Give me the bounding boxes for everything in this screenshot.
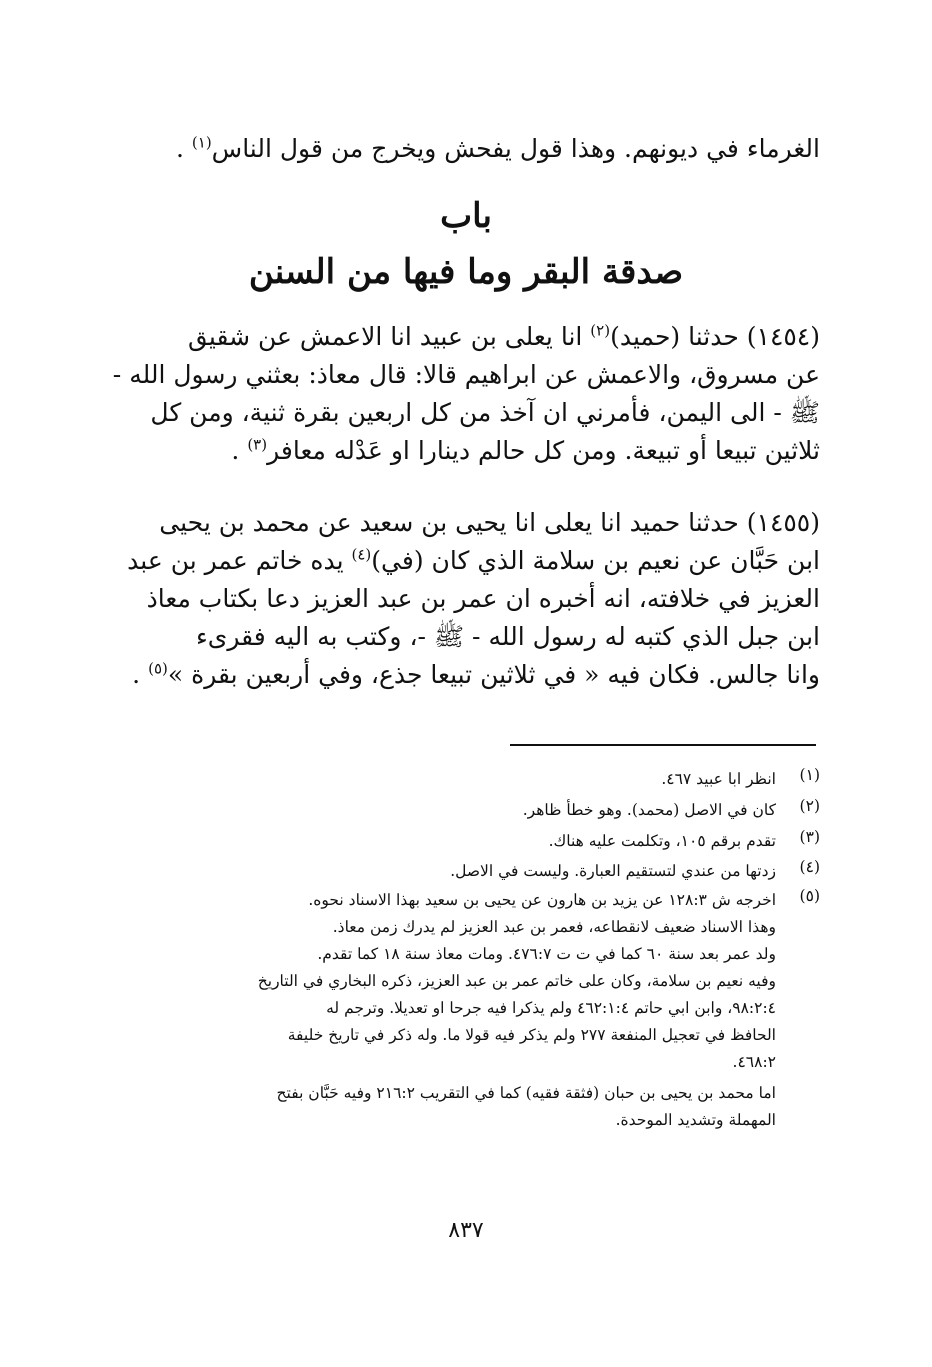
footnote-3 [148, 828, 820, 858]
footnote-2 [148, 797, 820, 828]
hadith-1455-text: يده خاتم عمر بن عبد [127, 546, 352, 575]
page-number: ٨٣٧ [448, 1218, 484, 1243]
continuation-paragraph [148, 130, 820, 168]
footnote-line: اخرجه ش ١٢٨:٣ عن يزيد بن هارون عن يحيى بن سعيد بهذا الاسناد نحوه. [308, 891, 776, 909]
hadith-1455-line-4: ابن جبل الذي كتبه له رسول الله - ﷺ -، وكتب به اليه فقرىء [196, 622, 820, 651]
footnote-body [148, 766, 776, 797]
hadith-1454 [112, 318, 820, 470]
footnote-number: (٤) [799, 858, 820, 876]
footnote-body [148, 887, 776, 1134]
continuation-line [148, 130, 820, 168]
hadith-1455-line-3: العزيز في خلافته، انه أخبره ان عمر بن عبد العزيز دعا بكتاب معاذ [146, 584, 820, 613]
hadith-1455-text: ابن حَبَّان عن نعيم بن سلامة الذي كان (في) [371, 546, 820, 575]
hadith-1455-text: وانا جالس. فكان فيه « في ثلاثين تبيعا جذع، وفي أربعين بقرة » [167, 660, 820, 689]
footnote-1 [148, 766, 820, 797]
continuation-end: . [175, 134, 192, 163]
footnote-line: اما محمد بن يحيى بن حبان (فثقة فقيه) كما في التقريب ٢١٦:٢ وفيه حَبَّان بفتح [276, 1084, 776, 1102]
hadith-1454-text: انا يعلى بن عبيد انا الاعمش عن شقيق [188, 322, 591, 351]
footnote-ref-5: (٥) [148, 659, 168, 678]
footnote-number: (٢) [799, 797, 820, 815]
hadith-1454-text: . [231, 436, 248, 465]
footnote-ref-2: (٢) [590, 321, 611, 340]
hadith-1454-text: (١٤٥٤) حدثنا (حميد) [610, 322, 820, 351]
footnote-ref-3: (٣) [247, 435, 268, 454]
footnote-separator [510, 744, 816, 746]
footnote-line: وهذا الاسناد ضعيف لانقطاعه، فعمر بن عبد العزيز لم يدرك زمن معاذ. [332, 918, 776, 936]
footnote-5 [148, 887, 820, 1134]
footnote-line: زدتها من عندي لتستقيم العبارة. وليست في الاصل. [450, 862, 776, 880]
footnote-body [148, 797, 776, 828]
hadith-1454-line-3: ﷺ - الى اليمن، فأمرني ان آخذ من كل اربعين بقرة ثنية، ومن كل [150, 398, 820, 427]
hadith-1454-line-4 [148, 432, 820, 470]
footnote-4 [148, 858, 820, 887]
footnote-line: تقدم برقم ١٠٥، وتكلمت عليه هناك. [548, 832, 776, 850]
chapter-title: صدقة البقر وما فيها من السنن [248, 252, 684, 292]
footnote-line: وفيه نعيم بن سلامة، وكان على خاتم عمر بن عبد العزيز، ذكره البخاري في التاريخ [257, 972, 776, 990]
hadith-1455-line-5 [132, 656, 820, 694]
hadith-1455-text: . [132, 660, 149, 689]
footnote-ref-4: (٤) [351, 545, 372, 564]
chapter-label: باب [440, 196, 492, 236]
hadith-1455 [127, 504, 820, 694]
footnote-number: (٥) [799, 887, 820, 905]
footnote-body [148, 858, 776, 887]
footnote-body [148, 828, 776, 858]
footnotes [148, 766, 820, 1134]
footnote-line: ولد عمر بعد سنة ٦٠ كما في ت ت ٤٧٦:٧. ومات معاذ سنة ١٨ كما تقدم. [317, 945, 776, 963]
footnote-number: (١) [799, 766, 820, 784]
footnote-ref-1: (١) [191, 133, 212, 152]
hadith-1454-line-1 [148, 318, 820, 356]
footnote-line: ٩٨:٢:٤، وابن ابي حاتم ٤٦٢:١:٤ ولم يذكرا فيه جرحا او تعديلا. وترجم له [326, 999, 776, 1017]
hadith-1454-line-2: عن مسروق، والاعمش عن ابراهيم قالا: قال معاذ: بعثني رسول الله - [112, 360, 820, 389]
footnote-line: المهملة وتشديد الموحدة. [615, 1111, 776, 1129]
hadith-1454-text: ثلاثين تبيعا أو تبيعة. ومن كل حالم دينارا او عَدْله معافر [267, 436, 820, 465]
continuation-text: الغرماء في ديونهم. وهذا قول يفحش ويخرج من قول الناس [211, 134, 820, 163]
footnote-line: انظر ابا عبيد ٤٦٧. [661, 770, 776, 788]
footnote-line: الحافظ في تعجيل المنفعة ٢٧٧ ولم يذكر فيه قولا ما. وله ذكر في تاريخ خليفة [287, 1026, 776, 1044]
footnote-line: ٤٦٨:٢. [732, 1053, 776, 1071]
footnote-line: كان في الاصل (محمد). وهو خطأ ظاهر. [522, 801, 776, 819]
footnote-number: (٣) [799, 828, 820, 846]
hadith-1455-line-1: (١٤٥٥) حدثنا حميد انا يعلى انا يحيى بن سعيد عن محمد بن يحيى [159, 508, 820, 537]
hadith-1455-line-2 [127, 542, 820, 580]
